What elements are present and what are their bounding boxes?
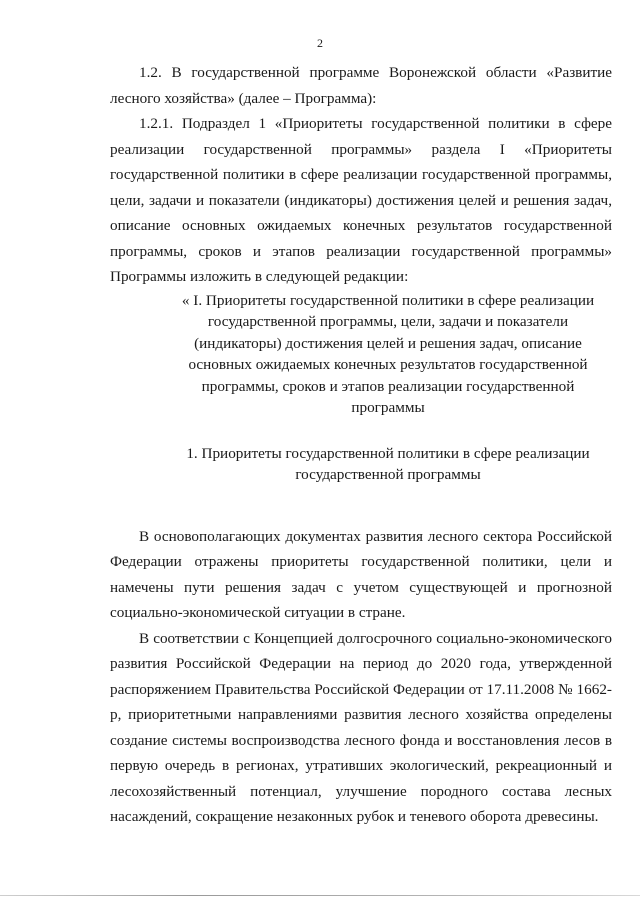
paragraph-priorities: В основополагающих документах развития лесного сектора Российской Федерации отражены приоритеты государственной политики, цели и намечены пути решения задач с учетом существующей и прогнозной социально-экономической ситуации в стране. [110, 527, 612, 621]
paragraph-amendment-intro: 1.2. В государственной программе Воронежской области «Развитие лесного хозяйства» (далее – Программа): [110, 64, 612, 107]
document-body [110, 60, 612, 830]
paragraph-amendment-detail: 1.2.1. Подраздел 1 «Приоритеты государственной политики в сфере реализации государственной программы» раздела I «Приоритеты государственной политики в сфере реализации государственной программы, цели, задачи и показатели (индикаторы) достижения целей и решения задач, описание основных ожидаемых конечных результатов государственной программы, сроков и этапов реализации государственной программы» Программы изложить в следующей редакции: [110, 115, 612, 285]
scan-bottom-edge [0, 895, 640, 896]
heading-spacer [110, 486, 612, 524]
paragraph-concept: В соответствии с Концепцией долгосрочного социально-экономического развития Российской Федерации на период до 2020 года, утвержденной распоряжением Правительства Российской Федерации от 17.11.2008 № 1662-р, приоритетными направлениями развития лесного хозяйства определены создание системы воспроизводства лесного фонда и восстановления лесов в первую очередь в регионах, утративших экологический, рекреационный и лесохозяйственный потенциал, улучшение породного состава лесных насаждений, сокращение незаконных рубок и теневого оборота древесины. [110, 629, 612, 825]
page-number: 2 [317, 36, 323, 50]
section-heading: « I. Приоритеты государственной политики в сфере реализации государственной программы, цели, задачи и показатели (индикаторы) достижения целей и решения задач, описание основных ожидаемых конечных результатов государственной программы, сроков и этапов реализации государственной программы [181, 291, 595, 416]
subsection-heading: 1. Приоритеты государственной политики в сфере реализации государственной программы [186, 444, 590, 483]
